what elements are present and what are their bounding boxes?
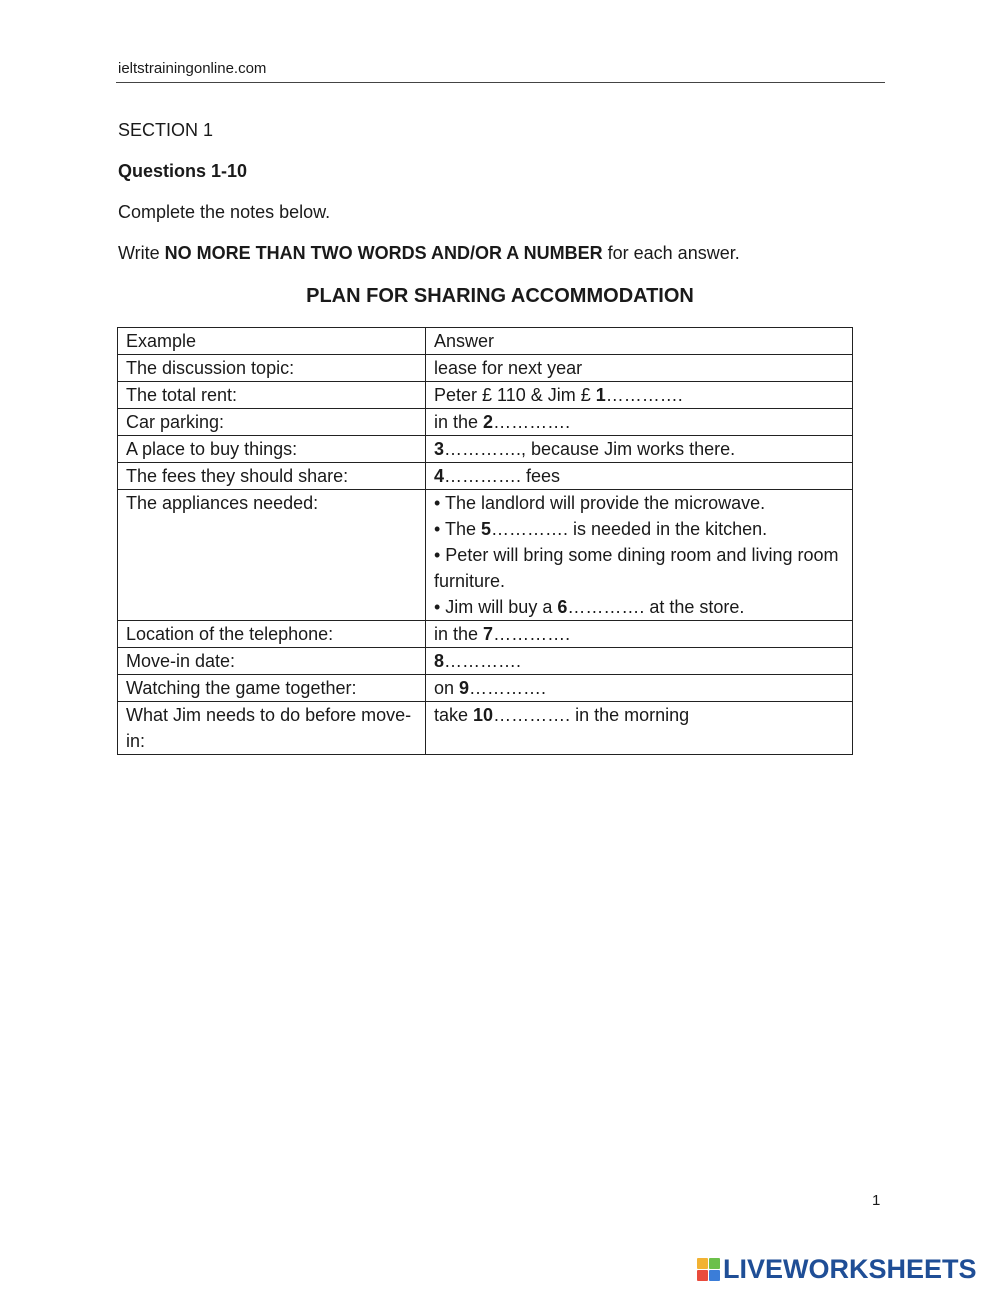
liveworksheets-brand[interactable] <box>697 1254 977 1284</box>
question-number: 2 <box>483 412 494 432</box>
answer-blank[interactable]: …………., because Jim works there. <box>444 439 736 459</box>
instruction-complete: Complete the notes below. <box>118 202 331 222</box>
page-number: 1 <box>872 1192 881 1209</box>
row-answer <box>426 409 853 436</box>
table-row <box>118 648 853 675</box>
question-number: 3 <box>434 439 445 459</box>
row-label: Location of the telephone: <box>118 621 426 648</box>
table-header-row <box>118 328 853 355</box>
section-label: SECTION 1 <box>118 120 214 140</box>
answer-blank[interactable]: …………. in the morning <box>493 705 690 725</box>
row-answer: lease for next year <box>426 355 853 382</box>
question-number: 1 <box>595 385 606 405</box>
bullet-item <box>434 594 844 620</box>
table-row <box>118 409 853 436</box>
bullet-item <box>434 516 844 542</box>
instruction-write-bold: NO MORE THAN TWO WORDS AND/OR A NUMBER <box>164 243 603 263</box>
row-label: The total rent: <box>118 382 426 409</box>
instruction-write-pre: Write <box>118 243 165 263</box>
row-answer <box>426 436 853 463</box>
questions-range: Questions 1-10 <box>118 161 248 181</box>
instruction-write-post: for each answer. <box>602 243 740 263</box>
logo-square <box>697 1258 708 1269</box>
answer-text: take <box>434 705 474 725</box>
logo-square <box>709 1270 720 1281</box>
answer-blank[interactable]: …………. <box>469 678 547 698</box>
answer-blank[interactable]: …………. <box>493 624 571 644</box>
row-label: Move-in date: <box>118 648 426 675</box>
row-answer <box>426 675 853 702</box>
bullet-item: • The landlord will provide the microwave. <box>434 493 766 513</box>
table-row <box>118 675 853 702</box>
row-label: The appliances needed: <box>118 490 426 621</box>
instruction-write <box>118 243 740 264</box>
liveworksheets-logo-icon <box>697 1258 720 1281</box>
question-number: 5 <box>481 519 492 539</box>
answer-text: • The <box>434 519 481 539</box>
row-answer <box>426 463 853 490</box>
answer-blank[interactable]: …………. <box>605 385 683 405</box>
logo-square <box>709 1258 720 1269</box>
row-answer <box>426 490 853 621</box>
logo-square <box>697 1270 708 1281</box>
answer-blank[interactable]: …………. <box>444 651 522 671</box>
table-row <box>118 436 853 463</box>
table-row <box>118 702 853 755</box>
header-example: Example <box>118 328 426 355</box>
table-row <box>118 355 853 382</box>
question-number: 9 <box>459 678 470 698</box>
table-row <box>118 463 853 490</box>
bullet-item: • Peter will bring some dining room and living room furniture. <box>434 545 839 591</box>
answer-text: on <box>434 678 460 698</box>
header-divider <box>116 82 885 83</box>
row-label: The discussion topic: <box>118 355 426 382</box>
answer-text: in the <box>434 412 484 432</box>
question-number: 6 <box>557 597 568 617</box>
question-number: 4 <box>434 466 445 486</box>
answer-blank[interactable]: …………. fees <box>444 466 561 486</box>
site-url: ieltstrainingonline.com <box>118 60 267 77</box>
row-label: The fees they should share: <box>118 463 426 490</box>
row-label: A place to buy things: <box>118 436 426 463</box>
answer-text: Peter £ 110 & Jim £ <box>434 385 596 405</box>
answer-text: in the <box>434 624 484 644</box>
question-number: 8 <box>434 651 445 671</box>
answer-text: • Jim will buy a <box>434 597 558 617</box>
row-answer <box>426 648 853 675</box>
answer-blank[interactable]: …………. at the store. <box>567 597 745 617</box>
notes-table <box>117 327 853 755</box>
table-row <box>118 490 853 621</box>
row-answer <box>426 382 853 409</box>
notes-title: PLAN FOR SHARING ACCOMMODATION <box>306 285 694 307</box>
question-number: 7 <box>483 624 494 644</box>
table-row <box>118 621 853 648</box>
answer-blank[interactable]: …………. is needed in the kitchen. <box>491 519 768 539</box>
row-label: Car parking: <box>118 409 426 436</box>
row-label: Watching the game together: <box>118 675 426 702</box>
row-answer <box>426 621 853 648</box>
question-number: 10 <box>473 705 494 725</box>
row-label: What Jim needs to do before move-in: <box>118 702 426 755</box>
answer-blank[interactable]: …………. <box>493 412 571 432</box>
brand-wordmark: LIVEWORKSHEETS <box>723 1253 977 1284</box>
row-answer <box>426 702 853 755</box>
header-answer: Answer <box>426 328 853 355</box>
table-row <box>118 382 853 409</box>
